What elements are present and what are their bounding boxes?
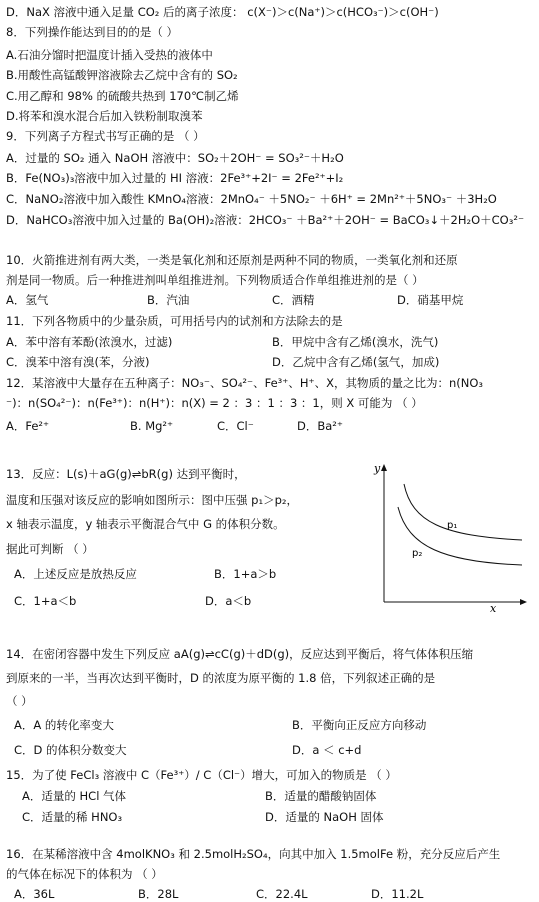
text-line: C．NaNO₂溶液中加入酸性 KMnO₄溶液：2MnO₄⁻ ＋5NO₂⁻ ＋6H⁺ = 2Mn²⁺＋5NO₃⁻ ＋3H₂O bbox=[6, 192, 497, 206]
answer-option: A．36L bbox=[14, 887, 55, 901]
text-line: 13．反应：L(s)＋aG(g)⇌bR(g) 达到平衡时， bbox=[6, 467, 246, 481]
answer-option: D．Ba²⁺ bbox=[297, 419, 343, 433]
answer-option: D．硝基甲烷 bbox=[397, 293, 464, 307]
text-line: 16．在某稀溶液中含 4molKNO₃ 和 2.5molH₂SO₄，向其中加入 1.5molFe 粉，充分反应后产生 bbox=[6, 847, 501, 861]
text-line: C.用乙醇和 98% 的硫酸共热到 170℃制乙烯 bbox=[6, 89, 239, 103]
answer-option: A．A 的转化率变大 bbox=[14, 718, 114, 732]
answer-option: C．22.4L bbox=[256, 887, 308, 901]
answer-option: C．1+a＜b bbox=[14, 594, 77, 608]
text-line: x 轴表示温度，y 轴表示平衡混合气中 G 的体积分数。 bbox=[6, 517, 285, 531]
answer-option: D．乙烷中含有乙烯(氢气，加成) bbox=[272, 355, 440, 369]
text-line: D．NaHCO₃溶液中加入过量的 Ba(OH)₂溶液：2HCO₃⁻ ＋Ba²⁺＋2OH⁻ = BaCO₃↓＋2H₂O＋CO₃²⁻ bbox=[6, 213, 525, 227]
x-axis-arrow bbox=[520, 599, 527, 605]
answer-option: D．a＜b bbox=[205, 594, 252, 608]
answer-option: A．氢气 bbox=[6, 293, 49, 307]
answer-option: D．适量的 NaOH 固体 bbox=[265, 810, 384, 824]
answer-option: B．汽油 bbox=[147, 293, 190, 307]
answer-option: B. Mg²⁺ bbox=[130, 419, 174, 433]
curve-p1-label: p₁ bbox=[447, 520, 458, 531]
text-line: 10．火箭推进剂有两大类，一类是氧化剂和还原剂是两种不同的物质，一类氧化剂和还原 bbox=[6, 253, 458, 267]
text-line: 据此可判断 （ ） bbox=[6, 542, 94, 556]
text-line: B.用酸性高锰酸钾溶液除去乙烷中含有的 SO₂ bbox=[6, 68, 238, 82]
text-line: A.石油分馏时把温度计插入受热的液体中 bbox=[6, 48, 213, 62]
text-line: 温度和压强对该反应的影响如图所示：图中压强 p₁＞p₂， bbox=[6, 493, 298, 507]
text-line: 14．在密闭容器中发生下列反应 aA(g)⇌cC(g)＋dD(g)，反应达到平衡后，将气体体积压缩 bbox=[6, 647, 474, 661]
text-line: A．过量的 SO₂ 通入 NaOH 溶液中：SO₂＋2OH⁻ = SO₃²⁻＋H₂O bbox=[6, 151, 344, 165]
answer-option: B．适量的醋酸钠固体 bbox=[265, 789, 377, 803]
y-axis-label: y bbox=[374, 462, 381, 475]
text-line: B．Fe(NO₃)₃溶液中加入过量的 HI 溶液：2Fe³⁺+2I⁻ = 2Fe²⁺+I₂ bbox=[6, 171, 344, 185]
equilibrium-graph bbox=[372, 462, 532, 612]
answer-option: C．D 的体积分数变大 bbox=[14, 743, 127, 757]
answer-option: D．11.2L bbox=[371, 887, 424, 901]
text-line: D．NaX 溶液中通入足量 CO₂ 后的离子浓度： c(X⁻)＞c(Na⁺)＞c(HCO₃⁻)＞c(OH⁻) bbox=[6, 5, 439, 19]
text-line: 15．为了使 FeCl₃ 溶液中 C（Fe³⁺）/ C（Cl⁻）增大，可加入的物质是 （ ） bbox=[6, 768, 397, 782]
answer-option: B．平衡向正反应方向移动 bbox=[292, 718, 427, 732]
answer-option: B．1+a＞b bbox=[214, 567, 277, 581]
answer-option: A．Fe²⁺ bbox=[6, 419, 50, 433]
text-line: 9．下列离子方程式书写正确的是 （ ） bbox=[6, 129, 205, 143]
curve-p1 bbox=[404, 484, 522, 540]
answer-option: C．溴苯中溶有溴(苯，分液) bbox=[6, 355, 150, 369]
text-line: 的气体在标况下的体积为 （ ） bbox=[6, 867, 163, 881]
text-line: 12．某溶液中大量存在五种离子：NO₃⁻、SO₄²⁻、Fe³⁺、H⁺、X，其物质的量之比为：n(NO₃ bbox=[6, 376, 483, 390]
answer-option: B．28L bbox=[138, 887, 179, 901]
answer-option: A．苯中溶有苯酚(浓溴水，过滤) bbox=[6, 335, 173, 349]
y-axis-arrow bbox=[381, 464, 387, 471]
x-axis-label: x bbox=[490, 602, 497, 612]
text-line: 11．下列各物质中的少量杂质，可用括号内的试剂和方法除去的是 bbox=[6, 314, 343, 328]
text-line: 到原来的一半，当再次达到平衡时，D 的浓度为原平衡的 1.8 倍，下列叙述正确的是 bbox=[6, 671, 436, 685]
text-line: 8．下列操作能达到目的的是（ ） bbox=[6, 25, 178, 39]
curve-p2-label: p₂ bbox=[412, 548, 423, 559]
text-line: （ ） bbox=[6, 694, 33, 708]
answer-option: C．酒精 bbox=[272, 293, 315, 307]
answer-option: A．适量的 HCl 气体 bbox=[22, 789, 127, 803]
text-line: ⁻)：n(SO₄²⁻)：n(Fe³⁺)：n(H⁺)：n(X) = 2 ：3 ：1 ：3 ：1，则 X 可能为 （ ） bbox=[6, 396, 423, 410]
answer-option: A．上述反应是放热反应 bbox=[14, 567, 137, 581]
answer-option: C．Cl⁻ bbox=[217, 419, 254, 433]
text-line: D.将苯和溴水混合后加入铁粉制取溴苯 bbox=[6, 109, 203, 123]
answer-option: B．甲烷中含有乙烯(溴水，洗气) bbox=[272, 335, 439, 349]
answer-option: C．适量的稀 HNO₃ bbox=[22, 810, 123, 824]
answer-option: D．a ＜ c+d bbox=[292, 743, 362, 757]
text-line: 剂是同一物质。后一种推进剂叫单组推进剂。下列物质适合作单组推进剂的是（ ） bbox=[6, 273, 424, 287]
